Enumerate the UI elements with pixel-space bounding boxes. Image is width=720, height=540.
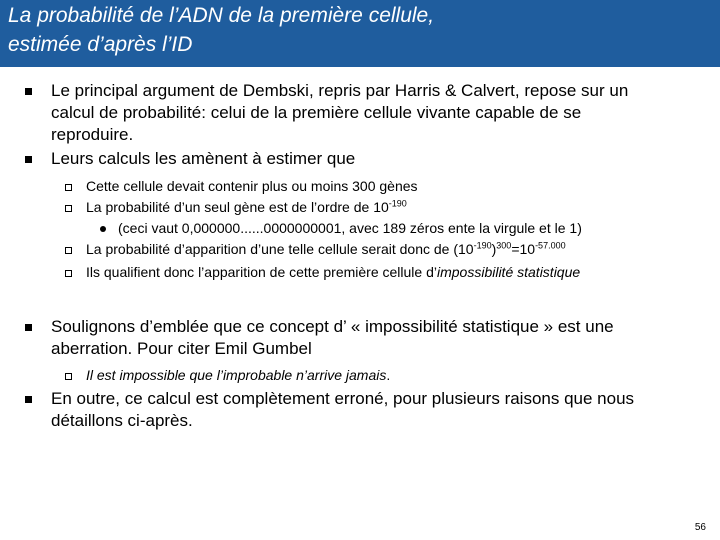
gumbel-quote: Il est impossible que l’improbable n’arrive jamais (86, 367, 387, 383)
impossibility-text: Ils qualifient donc l’apparition de cette première cellule d’ (86, 264, 437, 280)
slide-title-line-1: La probabilité de l’ADN de la première cellule, (8, 4, 435, 27)
bullet-argument-line-3: reproduire. (51, 125, 134, 144)
gumbel-quote-end: . (386, 367, 391, 383)
cell-probability-exp-3: -57.000 (535, 240, 566, 251)
sub-bullet-gumbel-quote (86, 366, 706, 385)
sub-sub-bullet-marker (100, 226, 106, 232)
cell-probability-exp-1: -190 (473, 240, 492, 251)
bullet-soulignons-line-2: aberration. Pour citer Emil Gumbel (51, 339, 312, 358)
gene-probability-exponent: -190 (388, 198, 407, 209)
sub-sub-bullet-detail: (ceci vaut 0,000000......0000000001, avec 189 zéros ente la virgule et le 1) (118, 220, 582, 236)
sub-bullet-marker (65, 373, 72, 380)
sub-bullet-marker (65, 184, 72, 191)
bullet-en-outre-line-1: En outre, ce calcul est complètement erroné, pour plusieurs raisons que nous (51, 389, 635, 408)
bullet-soulignons-line-1: Soulignons d’emblée que ce concept d’ « impossibilité statistique » est une (51, 317, 614, 336)
bullet-soulignons (51, 316, 681, 360)
bullet-en-outre (51, 388, 681, 432)
sub-bullet-genes: Cette cellule devait contenir plus ou moins 300 gènes (86, 178, 418, 194)
bullet-marker (25, 156, 32, 163)
cell-probability-paren: ) (491, 241, 497, 257)
bullet-marker (25, 324, 32, 331)
sub-bullet-impossibility (86, 263, 706, 282)
gene-probability-text: La probabilité d’un seul gène est de l’ordre de 10 (86, 199, 389, 215)
impossibility-italic: impossibilité statistique (436, 264, 581, 280)
sub-bullet-gene-probability (86, 198, 706, 217)
bullet-marker (25, 396, 32, 403)
bullet-marker (25, 88, 32, 95)
slide-title (8, 1, 708, 59)
sub-bullet-marker (65, 270, 72, 277)
bullet-argument-line-2: calcul de probabilité: celui de la première cellule vivante capable de se (51, 103, 582, 122)
sub-bullet-cell-probability (86, 240, 706, 259)
bullet-argument-line-1: Le principal argument de Dembski, repris par Harris & Calvert, repose sur un (51, 81, 629, 100)
title-bar (0, 0, 720, 67)
cell-probability-exp-2: 300 (496, 240, 512, 251)
slide-title-line-2: estimée d’après l’ID (8, 33, 193, 56)
cell-probability-equals: =10 (511, 241, 536, 257)
bullet-en-outre-line-2: détaillons ci-après. (51, 411, 193, 430)
sub-bullet-marker (65, 247, 72, 254)
page-number: 56 (694, 522, 706, 533)
cell-probability-text: La probabilité d’apparition d’une telle cellule serait donc de (10 (86, 241, 474, 257)
bullet-argument (51, 80, 681, 146)
bullet-calculs: Leurs calculs les amènent à estimer que (51, 149, 356, 168)
sub-bullet-marker (65, 205, 72, 212)
